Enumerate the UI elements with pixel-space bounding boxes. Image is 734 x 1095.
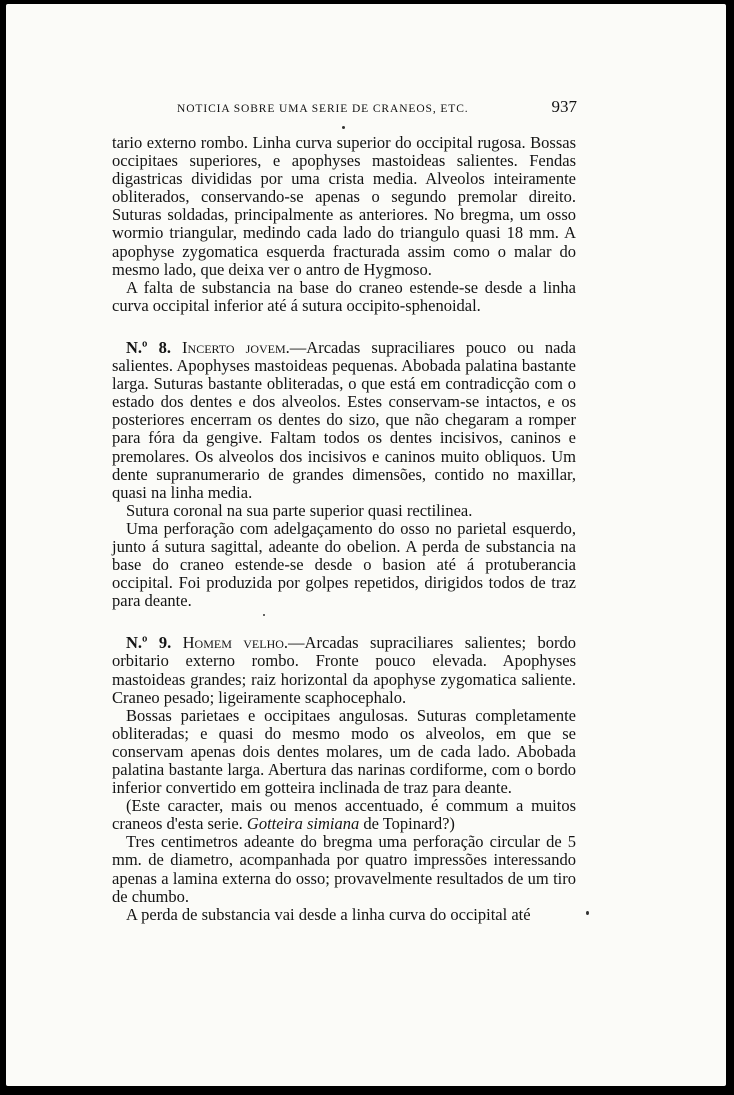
paragraph: Tres centimetros adeante do bregma uma perforação circular de 5 mm. de diametro, acompanhada por quatro impressões interessando apenas a lamina externa do osso; provavelmente resultados de um tiro de chumbo. [112, 832, 576, 906]
page-number: 937 [551, 97, 577, 116]
entry-heading: Incerto jovem. [182, 337, 290, 357]
entry-heading: Homem velho. [182, 633, 289, 653]
paragraph: Sutura coronal na sua parte superior quasi rectilinea. [126, 500, 473, 520]
book-page [6, 4, 726, 1086]
entry-text: —Arcadas supraciliares salientes; bordo orbitario externo rombo. Fronte pouco elevada. Apophyses mastoideas grandes; raiz horizontal da apophyse zygomatica saliente. Craneo pesado; ligeiramente scaphocephalo. [112, 633, 576, 707]
entry-number: N.º 9. [126, 633, 172, 653]
paragraph: A falta de substancia na base do craneo estende-se desde a linha curva occipital inferior até á sutura occipito-sphenoidal. [112, 277, 576, 315]
italic-term: Gotteira simiana [246, 814, 360, 834]
running-title: NOTICIA SOBRE UMA SERIE DE CRANEOS, ETC. [177, 103, 469, 115]
body-text [112, 134, 576, 924]
note-text-after: de Topinard?) [363, 814, 455, 834]
page-header [177, 97, 577, 117]
paper-speck [586, 911, 589, 915]
paragraph-continued: tario externo rombo. Linha curva superior do occipital rugosa. Bossas occipitaes superiores, e apophyses mastoideas salientes. Fendas digastricas divididas por uma crista media. Alveolos inteiramente obliterados, conservando-se apenas o segundo premolar direito. Suturas soldadas, principalmente as anteriores. No bregma, um osso wormio triangular, medindo cada lado do triangulo quasi 18 mm. A apophyse zygomatica esquerda fracturada assim como o malar do mesmo lado, que deixa ver o antro de Hygmoso. [112, 133, 576, 279]
paper-speck [342, 126, 345, 129]
entry-text: —Arcadas supraciliares pouco ou nada salientes. Apophyses mastoideas pequenas. Abobada palatina bastante larga. Suturas bastante obliteradas, o que está em contradicção com o estado dos dentes e dos alveolos. Estes conservam-se intactos, e os posteriores encerram os dentes do sizo, que não chegaram a romper para fóra da gengive. Faltam todos os dentes incisivos, caninos e premolares. Os alveolos dos incisivos e caninos muito obliquos. Um dente supranumerario de grandes dimensões, contido no maxillar, quasi na linha media. [112, 337, 577, 502]
entry-number: N.º 8. [126, 337, 171, 357]
paragraph-note [112, 797, 576, 833]
paper-speck [263, 614, 265, 616]
entry-9 [112, 634, 576, 706]
entry-8 [112, 339, 576, 502]
note-text-before: (Este caracter, mais ou menos accentuado, é commum a muitos craneos d'esta serie. [112, 796, 576, 834]
paragraph: Uma perforação com adelgaçamento do osso no parietal esquerdo, junto á sutura sagittal, adeante do obelion. A perda de substancia na base do craneo estende-se desde o basion até á protuberancia occipital. Foi produzida por golpes repetidos, dirigidos todos de traz para deante. [112, 518, 576, 611]
paragraph: A perda de substancia vai desde a linha curva do occipital até [126, 904, 531, 924]
paragraph: Bossas parietaes e occipitaes angulosas. Suturas completamente obliteradas; e quasi do mesmo modo os alveolos, em que se conservam apenas dois dentes molares, um de cada lado. Abobada palatina bastante larga. Abertura das narinas cordiforme, com o bordo inferior convertido em gotteira inclinada de traz para deante. [112, 705, 576, 798]
